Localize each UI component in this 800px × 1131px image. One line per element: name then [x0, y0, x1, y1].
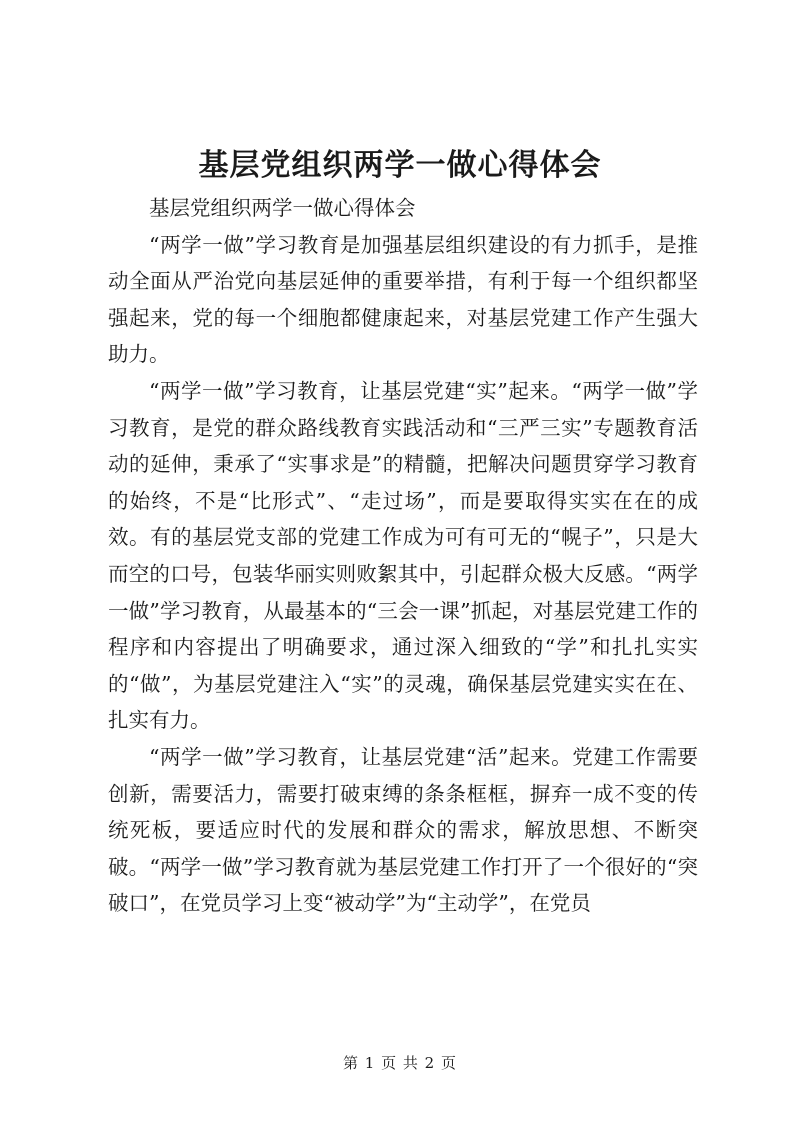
document-body — [108, 190, 698, 922]
paragraph-subtitle: 基层党组织两学一做心得体会 — [149, 196, 416, 220]
page-footer: 第 1 页 共 2 页 — [343, 1054, 457, 1072]
paragraph-huo: “两学一做”学习教育，让基层党建“活”起来。党建工作需要创新，需要活力，需要打破束缚的条条框框，摒弃一成不变的传统死板，要适应时代的发展和群众的需求，解放思想、不断突破。“两学一做”学习教育就为基层党建工作打开了一个很好的“突破口”，在党员学习上变“被动学”为“主动学”，在党员 — [108, 744, 698, 916]
paragraph-shi: “两学一做”学习教育，让基层党建“实”起来。“两学一做”学习教育，是党的群众路线教育实践活动和“三严三实”专题教育活动的延伸，秉承了“实事求是”的精髓，把解决问题贯穿学习教育的始终，不是“比形式”、“走过场”，而是要取得实实在在的成效。有的基层党支部的党建工作成为可有可无的“幌子”，只是大而空的口号，包装华丽实则败絮其中，引起群众极大反感。“两学一做”学习教育，从最基本的“三会一课”抓起，对基层党建工作的程序和内容提出了明确要求，通过深入细致的“学”和扎扎实实的“做”，为基层党建注入“实”的灵魂，确保基层党建实实在在、扎实有力。 — [108, 378, 698, 733]
paragraph-intro: “两学一做”学习教育是加强基层组织建设的有力抓手，是推动全面从严治党向基层延伸的重要举措，有利于每一个组织都坚强起来，党的每一个细胞都健康起来，对基层党建工作产生强大助力。 — [108, 232, 698, 367]
document-title: 基层党组织两学一做心得体会 — [198, 148, 602, 183]
